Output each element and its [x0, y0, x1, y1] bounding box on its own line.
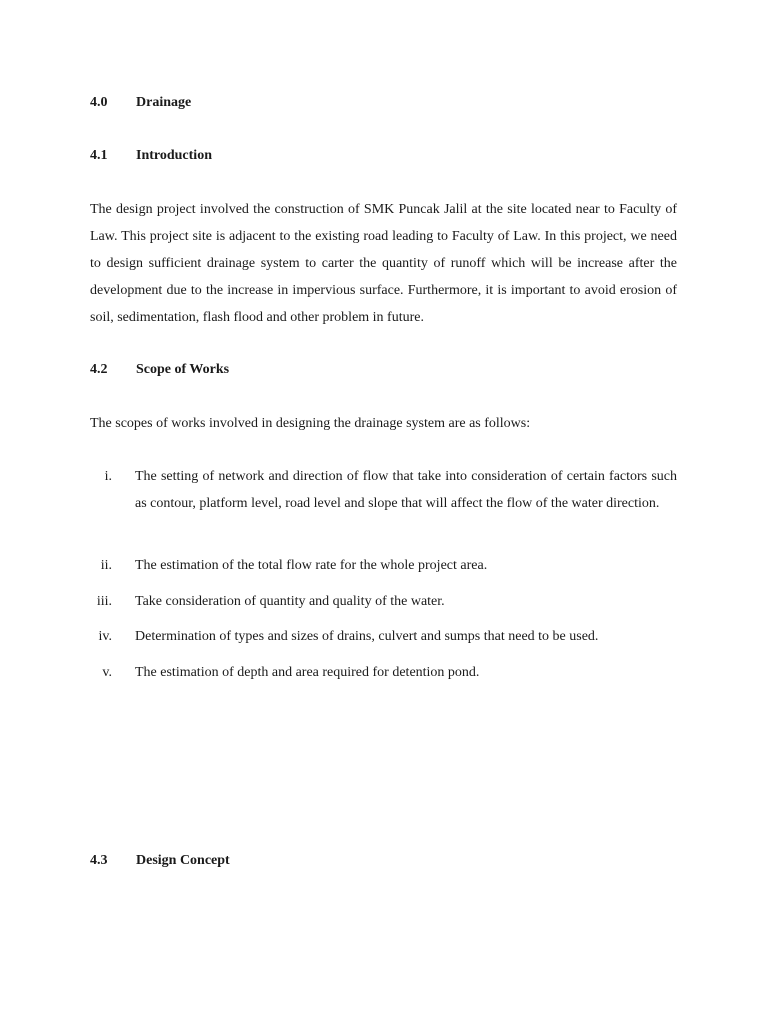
section-heading-design-concept [90, 852, 230, 870]
list-item-text: Take consideration of quantity and quality of the water. [135, 594, 445, 609]
section-title: Design Concept [136, 853, 230, 868]
list-marker: ii. [100, 558, 112, 573]
section-number: 4.2 [90, 362, 108, 377]
list-marker: iii. [96, 594, 112, 609]
list-marker: iv. [98, 629, 112, 644]
list-item-text: The estimation of the total flow rate for the whole project area. [135, 558, 488, 573]
section-heading-scope-of-works [90, 361, 229, 379]
list-item-text: The estimation of depth and area required for detention pond. [135, 665, 480, 680]
list-item [80, 552, 677, 579]
list-item [80, 659, 677, 686]
section-title: Introduction [136, 148, 212, 163]
section-title: Scope of Works [136, 362, 230, 377]
introduction-paragraph: The design project involved the construction of SMK Puncak Jalil at the site located near to Faculty of Law. This project site is adjacent to the existing road leading to Faculty of Law. In this project, we need to design sufficient drainage system to carter the quantity of runoff which will be increase after the development due to the increase in impervious surface. Furthermore, it is important to avoid erosion of soil, sedimentation, flash flood and other problem in future. [90, 202, 677, 325]
section-heading-introduction [90, 147, 212, 165]
section-number: 4.0 [90, 95, 108, 110]
list-marker: v. [102, 665, 112, 680]
list-item-text: Determination of types and sizes of drains, culvert and sumps that need to be used. [135, 629, 599, 644]
scope-lead-sentence: The scopes of works involved in designing the drainage system are as follows: [90, 416, 531, 431]
list-marker: i. [104, 469, 112, 484]
section-number: 4.3 [90, 853, 108, 868]
section-number: 4.1 [90, 148, 108, 163]
list-item-text: The setting of network and direction of flow that take into consideration of certain factors such as contour, platform level, road level and slope that will affect the flow of the water direction. [135, 469, 677, 511]
section-title: Drainage [136, 95, 192, 110]
list-item [80, 623, 677, 650]
list-item [80, 463, 677, 517]
section-heading-drainage [90, 94, 191, 112]
list-item [80, 588, 677, 615]
